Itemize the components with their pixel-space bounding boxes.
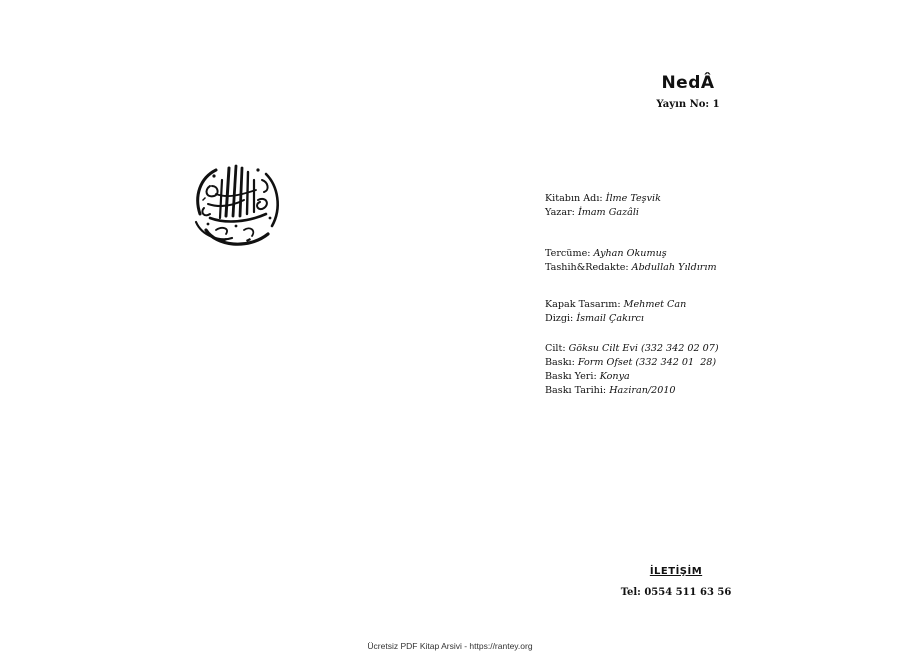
- editing-value: Abdullah Yıldırım: [631, 262, 717, 273]
- binding-label: Cilt:: [545, 343, 569, 354]
- colophon-title-author: [545, 192, 661, 220]
- book-title-label: Kitabın Adı:: [545, 193, 606, 204]
- printing-line: [545, 356, 719, 370]
- book-title-value: İlme Teşvik: [605, 193, 661, 204]
- translation-value: Ayhan Okumuş: [593, 248, 667, 259]
- colophon-translation: [545, 247, 717, 275]
- print-date-label: Baskı Tarihi:: [545, 385, 610, 396]
- print-date-value: Haziran/2010: [609, 385, 676, 396]
- binding-value: Göksu Cilt Evi (332 342 02 07): [568, 343, 719, 354]
- footer-source-note: Ücretsiz PDF Kitap Arsivi - https://rantey.org: [367, 641, 533, 651]
- author-label: Yazar:: [545, 207, 578, 218]
- translation-label: Tercüme:: [545, 248, 594, 259]
- cover-design-value: Mehmet Can: [623, 299, 687, 310]
- typesetting-label: Dizgi:: [545, 313, 577, 324]
- typesetting-line: [545, 312, 686, 326]
- print-place-label: Baskı Yeri:: [545, 371, 600, 382]
- colophon-printing: [545, 342, 719, 398]
- print-place-value: Konya: [599, 371, 630, 382]
- publication-number: Yayın No: 1: [656, 99, 720, 110]
- publisher-block: [648, 72, 728, 112]
- cover-design-label: Kapak Tasarım:: [545, 299, 624, 310]
- translation-line: [545, 247, 717, 261]
- print-place-line: [545, 370, 719, 384]
- book-title-line: [545, 192, 661, 206]
- author-line: [545, 206, 661, 220]
- typesetting-value: İsmail Çakırcı: [576, 313, 644, 324]
- publisher-name: NedÂ: [661, 73, 715, 93]
- contact-phone: Tel: 0554 511 63 56: [620, 587, 732, 598]
- colophon-design: [545, 298, 686, 326]
- contact-block: [618, 565, 734, 600]
- editing-line: [545, 261, 717, 275]
- printing-value: Form Ofset (332 342 01 28): [577, 357, 717, 368]
- binding-line: [545, 342, 719, 356]
- basmala-calligraphy-icon: [186, 156, 286, 252]
- author-value: İmam Gazâli: [577, 207, 640, 218]
- contact-heading: İLETİŞİM: [649, 566, 703, 577]
- editing-label: Tashih&Redakte:: [545, 262, 632, 273]
- cover-design-line: [545, 298, 686, 312]
- print-date-line: [545, 384, 719, 398]
- printing-label: Baskı:: [545, 357, 578, 368]
